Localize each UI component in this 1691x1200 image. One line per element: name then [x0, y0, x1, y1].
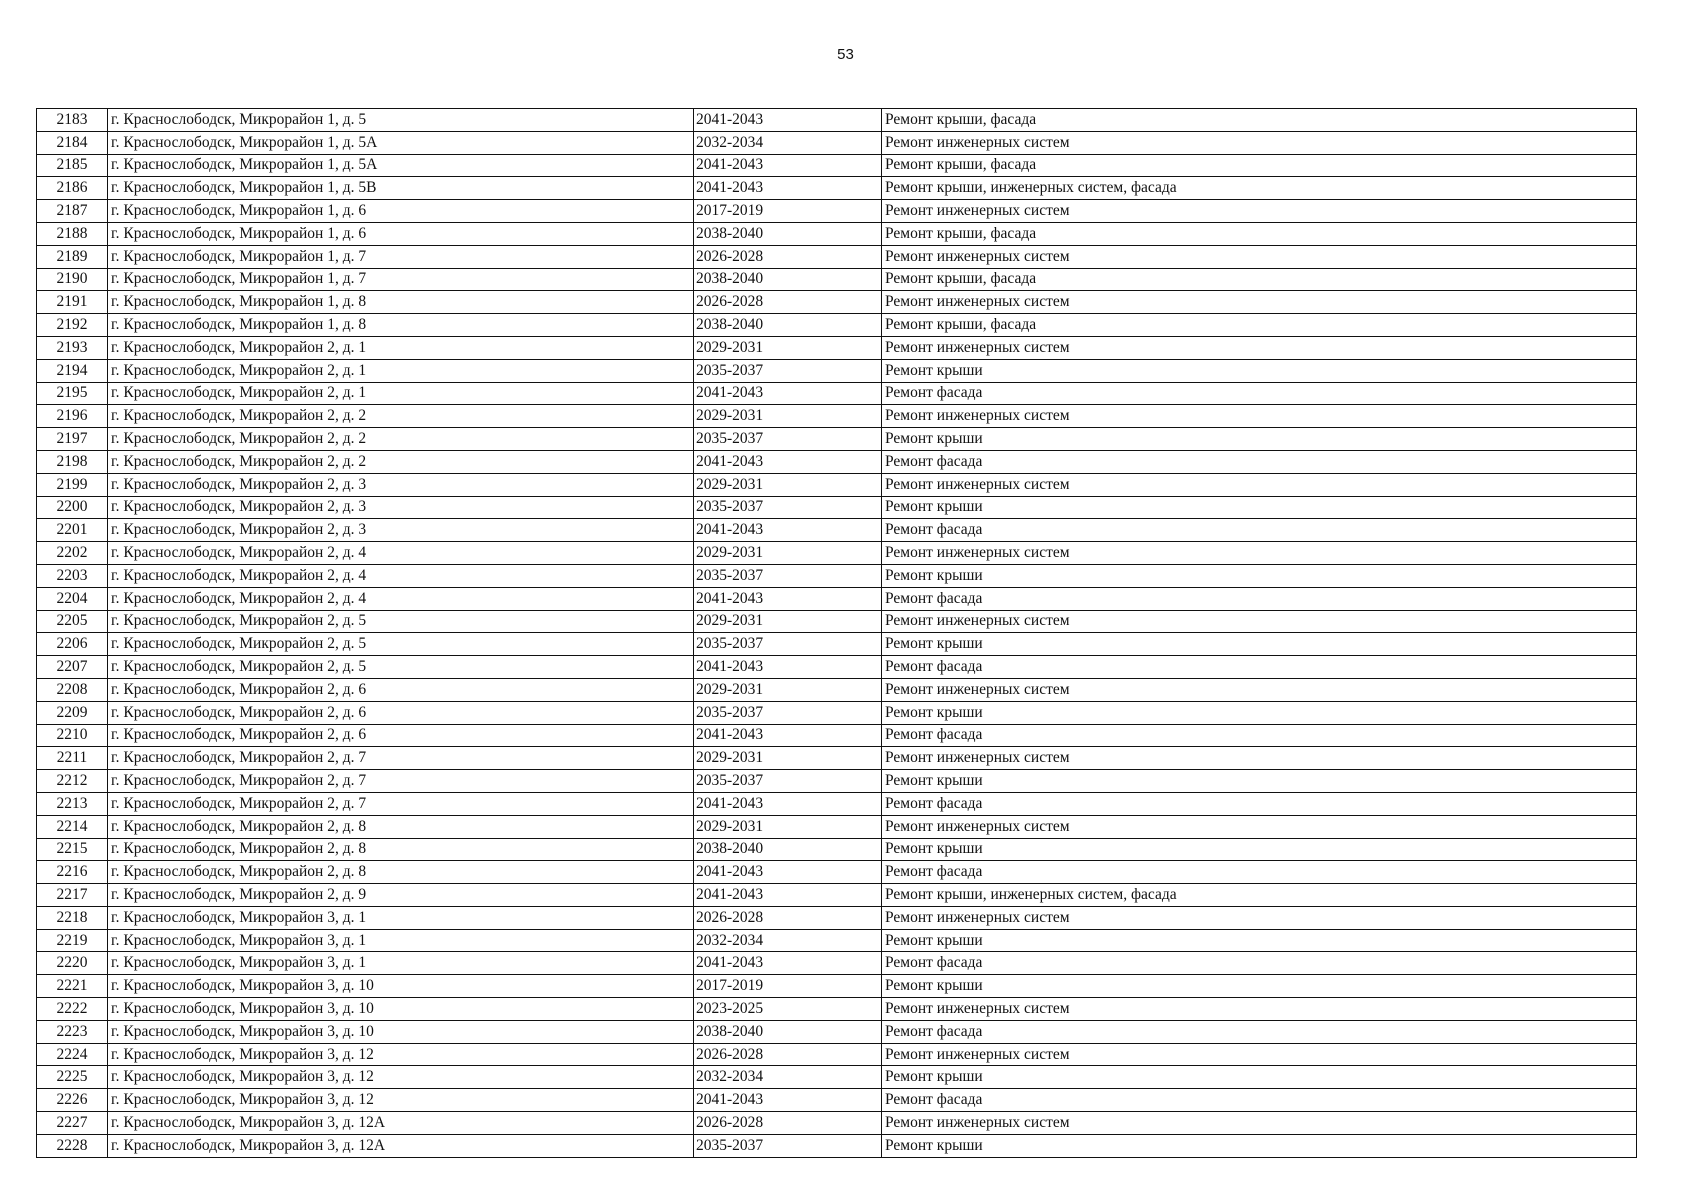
address-cell: г. Краснослободск, Микрорайон 2, д. 5	[108, 656, 694, 679]
table-row	[37, 1020, 1637, 1043]
row-number-cell: 2212	[37, 770, 108, 793]
address-cell: г. Краснослободск, Микрорайон 2, д. 9	[108, 884, 694, 907]
row-number-cell: 2203	[37, 564, 108, 587]
row-number-cell: 2216	[37, 861, 108, 884]
row-number-cell: 2193	[37, 336, 108, 359]
address-cell: г. Краснослободск, Микрорайон 1, д. 7	[108, 245, 694, 268]
address-cell: г. Краснослободск, Микрорайон 2, д. 3	[108, 473, 694, 496]
period-cell: 2041-2043	[694, 109, 882, 132]
table-row	[37, 428, 1637, 451]
work-type-cell: Ремонт крыши	[882, 701, 1637, 724]
row-number-cell: 2199	[37, 473, 108, 496]
address-cell: г. Краснослободск, Микрорайон 1, д. 5В	[108, 177, 694, 200]
address-cell: г. Краснослободск, Микрорайон 1, д. 5А	[108, 131, 694, 154]
work-type-cell: Ремонт крыши, инженерных систем, фасада	[882, 177, 1637, 200]
period-cell: 2038-2040	[694, 314, 882, 337]
period-cell: 2038-2040	[694, 268, 882, 291]
row-number-cell: 2224	[37, 1043, 108, 1066]
row-number-cell: 2204	[37, 587, 108, 610]
row-number-cell: 2211	[37, 747, 108, 770]
work-type-cell: Ремонт крыши	[882, 359, 1637, 382]
work-type-cell: Ремонт фасада	[882, 382, 1637, 405]
work-type-cell: Ремонт фасада	[882, 519, 1637, 542]
row-number-cell: 2217	[37, 884, 108, 907]
row-number-cell: 2210	[37, 724, 108, 747]
table-row	[37, 815, 1637, 838]
period-cell: 2035-2037	[694, 1134, 882, 1157]
table-row	[37, 291, 1637, 314]
work-type-cell: Ремонт фасада	[882, 1020, 1637, 1043]
table-row	[37, 496, 1637, 519]
work-type-cell: Ремонт инженерных систем	[882, 610, 1637, 633]
table-row	[37, 747, 1637, 770]
period-cell: 2032-2034	[694, 131, 882, 154]
address-cell: г. Краснослободск, Микрорайон 2, д. 4	[108, 587, 694, 610]
period-cell: 2035-2037	[694, 701, 882, 724]
row-number-cell: 2201	[37, 519, 108, 542]
period-cell: 2023-2025	[694, 998, 882, 1021]
address-cell: г. Краснослободск, Микрорайон 2, д. 4	[108, 542, 694, 565]
address-cell: г. Краснослободск, Микрорайон 3, д. 10	[108, 975, 694, 998]
work-type-cell: Ремонт фасада	[882, 656, 1637, 679]
address-cell: г. Краснослободск, Микрорайон 3, д. 1	[108, 906, 694, 929]
work-type-cell: Ремонт фасада	[882, 1089, 1637, 1112]
period-cell: 2038-2040	[694, 222, 882, 245]
row-number-cell: 2183	[37, 109, 108, 132]
table-row	[37, 109, 1637, 132]
table-row	[37, 770, 1637, 793]
row-number-cell: 2208	[37, 678, 108, 701]
row-number-cell: 2198	[37, 450, 108, 473]
period-cell: 2038-2040	[694, 838, 882, 861]
table-row	[37, 952, 1637, 975]
row-number-cell: 2196	[37, 405, 108, 428]
work-type-cell: Ремонт инженерных систем	[882, 1112, 1637, 1135]
period-cell: 2041-2043	[694, 952, 882, 975]
table-row	[37, 587, 1637, 610]
row-number-cell: 2189	[37, 245, 108, 268]
repair-schedule-table-wrap	[36, 108, 1637, 1158]
table-row	[37, 610, 1637, 633]
address-cell: г. Краснослободск, Микрорайон 2, д. 1	[108, 382, 694, 405]
address-cell: г. Краснослободск, Микрорайон 3, д. 10	[108, 998, 694, 1021]
address-cell: г. Краснослободск, Микрорайон 2, д. 1	[108, 336, 694, 359]
work-type-cell: Ремонт инженерных систем	[882, 542, 1637, 565]
table-body	[37, 109, 1637, 1158]
period-cell: 2029-2031	[694, 747, 882, 770]
table-row	[37, 131, 1637, 154]
address-cell: г. Краснослободск, Микрорайон 2, д. 7	[108, 770, 694, 793]
work-type-cell: Ремонт крыши	[882, 633, 1637, 656]
address-cell: г. Краснослободск, Микрорайон 2, д. 6	[108, 701, 694, 724]
period-cell: 2041-2043	[694, 382, 882, 405]
work-type-cell: Ремонт инженерных систем	[882, 815, 1637, 838]
period-cell: 2041-2043	[694, 450, 882, 473]
table-row	[37, 405, 1637, 428]
address-cell: г. Краснослободск, Микрорайон 1, д. 8	[108, 314, 694, 337]
table-row	[37, 724, 1637, 747]
address-cell: г. Краснослободск, Микрорайон 2, д. 2	[108, 450, 694, 473]
address-cell: г. Краснослободск, Микрорайон 1, д. 5	[108, 109, 694, 132]
row-number-cell: 2222	[37, 998, 108, 1021]
work-type-cell: Ремонт инженерных систем	[882, 678, 1637, 701]
table-row	[37, 656, 1637, 679]
work-type-cell: Ремонт инженерных систем	[882, 291, 1637, 314]
page-number: 53	[837, 46, 854, 63]
period-cell: 2032-2034	[694, 929, 882, 952]
row-number-cell: 2223	[37, 1020, 108, 1043]
table-row	[37, 998, 1637, 1021]
address-cell: г. Краснослободск, Микрорайон 3, д. 12А	[108, 1112, 694, 1135]
address-cell: г. Краснослободск, Микрорайон 2, д. 6	[108, 678, 694, 701]
address-cell: г. Краснослободск, Микрорайон 3, д. 12	[108, 1066, 694, 1089]
address-cell: г. Краснослободск, Микрорайон 2, д. 4	[108, 564, 694, 587]
address-cell: г. Краснослободск, Микрорайон 3, д. 12	[108, 1089, 694, 1112]
row-number-cell: 2194	[37, 359, 108, 382]
period-cell: 2026-2028	[694, 245, 882, 268]
table-row	[37, 861, 1637, 884]
work-type-cell: Ремонт инженерных систем	[882, 473, 1637, 496]
work-type-cell: Ремонт крыши	[882, 975, 1637, 998]
address-cell: г. Краснослободск, Микрорайон 2, д. 2	[108, 428, 694, 451]
row-number-cell: 2205	[37, 610, 108, 633]
work-type-cell: Ремонт крыши	[882, 496, 1637, 519]
work-type-cell: Ремонт инженерных систем	[882, 336, 1637, 359]
period-cell: 2026-2028	[694, 906, 882, 929]
address-cell: г. Краснослободск, Микрорайон 2, д. 7	[108, 747, 694, 770]
table-row	[37, 1112, 1637, 1135]
work-type-cell: Ремонт инженерных систем	[882, 906, 1637, 929]
period-cell: 2029-2031	[694, 473, 882, 496]
row-number-cell: 2195	[37, 382, 108, 405]
address-cell: г. Краснослободск, Микрорайон 1, д. 8	[108, 291, 694, 314]
work-type-cell: Ремонт крыши	[882, 1066, 1637, 1089]
period-cell: 2041-2043	[694, 884, 882, 907]
address-cell: г. Краснослободск, Микрорайон 2, д. 3	[108, 519, 694, 542]
work-type-cell: Ремонт фасада	[882, 861, 1637, 884]
row-number-cell: 2192	[37, 314, 108, 337]
address-cell: г. Краснослободск, Микрорайон 2, д. 8	[108, 861, 694, 884]
row-number-cell: 2185	[37, 154, 108, 177]
table-row	[37, 633, 1637, 656]
address-cell: г. Краснослободск, Микрорайон 3, д. 10	[108, 1020, 694, 1043]
work-type-cell: Ремонт инженерных систем	[882, 747, 1637, 770]
table-row	[37, 975, 1637, 998]
address-cell: г. Краснослободск, Микрорайон 2, д. 2	[108, 405, 694, 428]
period-cell: 2029-2031	[694, 678, 882, 701]
row-number-cell: 2214	[37, 815, 108, 838]
address-cell: г. Краснослободск, Микрорайон 2, д. 8	[108, 815, 694, 838]
period-cell: 2041-2043	[694, 724, 882, 747]
work-type-cell: Ремонт инженерных систем	[882, 131, 1637, 154]
row-number-cell: 2200	[37, 496, 108, 519]
row-number-cell: 2225	[37, 1066, 108, 1089]
row-number-cell: 2228	[37, 1134, 108, 1157]
table-row	[37, 473, 1637, 496]
row-number-cell: 2188	[37, 222, 108, 245]
table-row	[37, 268, 1637, 291]
period-cell: 2026-2028	[694, 1043, 882, 1066]
address-cell: г. Краснослободск, Микрорайон 3, д. 12А	[108, 1134, 694, 1157]
period-cell: 2035-2037	[694, 496, 882, 519]
repair-schedule-table	[36, 108, 1637, 1158]
row-number-cell: 2202	[37, 542, 108, 565]
table-row	[37, 222, 1637, 245]
table-row	[37, 542, 1637, 565]
table-row	[37, 1134, 1637, 1157]
period-cell: 2035-2037	[694, 359, 882, 382]
work-type-cell: Ремонт инженерных систем	[882, 200, 1637, 223]
work-type-cell: Ремонт крыши	[882, 1134, 1637, 1157]
work-type-cell: Ремонт фасада	[882, 724, 1637, 747]
period-cell: 2035-2037	[694, 770, 882, 793]
period-cell: 2029-2031	[694, 610, 882, 633]
work-type-cell: Ремонт фасада	[882, 952, 1637, 975]
row-number-cell: 2226	[37, 1089, 108, 1112]
work-type-cell: Ремонт фасада	[882, 587, 1637, 610]
period-cell: 2017-2019	[694, 975, 882, 998]
address-cell: г. Краснослободск, Микрорайон 1, д. 6	[108, 200, 694, 223]
work-type-cell: Ремонт крыши, фасада	[882, 109, 1637, 132]
work-type-cell: Ремонт крыши, инженерных систем, фасада	[882, 884, 1637, 907]
table-row	[37, 336, 1637, 359]
table-row	[37, 701, 1637, 724]
row-number-cell: 2197	[37, 428, 108, 451]
row-number-cell: 2190	[37, 268, 108, 291]
period-cell: 2038-2040	[694, 1020, 882, 1043]
work-type-cell: Ремонт крыши	[882, 838, 1637, 861]
work-type-cell: Ремонт инженерных систем	[882, 1043, 1637, 1066]
address-cell: г. Краснослободск, Микрорайон 1, д. 5А	[108, 154, 694, 177]
table-row	[37, 1066, 1637, 1089]
period-cell: 2035-2037	[694, 633, 882, 656]
period-cell: 2032-2034	[694, 1066, 882, 1089]
row-number-cell: 2207	[37, 656, 108, 679]
table-row	[37, 519, 1637, 542]
period-cell: 2026-2028	[694, 291, 882, 314]
table-row	[37, 929, 1637, 952]
row-number-cell: 2227	[37, 1112, 108, 1135]
address-cell: г. Краснослободск, Микрорайон 1, д. 6	[108, 222, 694, 245]
address-cell: г. Краснослободск, Микрорайон 2, д. 6	[108, 724, 694, 747]
work-type-cell: Ремонт крыши	[882, 929, 1637, 952]
table-row	[37, 245, 1637, 268]
work-type-cell: Ремонт инженерных систем	[882, 405, 1637, 428]
table-row	[37, 177, 1637, 200]
period-cell: 2029-2031	[694, 815, 882, 838]
work-type-cell: Ремонт фасада	[882, 792, 1637, 815]
row-number-cell: 2187	[37, 200, 108, 223]
period-cell: 2041-2043	[694, 519, 882, 542]
period-cell: 2035-2037	[694, 564, 882, 587]
table-row	[37, 884, 1637, 907]
address-cell: г. Краснослободск, Микрорайон 1, д. 7	[108, 268, 694, 291]
address-cell: г. Краснослободск, Микрорайон 2, д. 5	[108, 633, 694, 656]
work-type-cell: Ремонт крыши	[882, 564, 1637, 587]
work-type-cell: Ремонт крыши, фасада	[882, 154, 1637, 177]
work-type-cell: Ремонт инженерных систем	[882, 245, 1637, 268]
address-cell: г. Краснослободск, Микрорайон 2, д. 3	[108, 496, 694, 519]
period-cell: 2029-2031	[694, 336, 882, 359]
table-row	[37, 154, 1637, 177]
address-cell: г. Краснослободск, Микрорайон 2, д. 8	[108, 838, 694, 861]
address-cell: г. Краснослободск, Микрорайон 2, д. 5	[108, 610, 694, 633]
table-row	[37, 200, 1637, 223]
period-cell: 2026-2028	[694, 1112, 882, 1135]
period-cell: 2041-2043	[694, 587, 882, 610]
period-cell: 2029-2031	[694, 542, 882, 565]
work-type-cell: Ремонт фасада	[882, 450, 1637, 473]
table-row	[37, 564, 1637, 587]
table-row	[37, 1043, 1637, 1066]
address-cell: г. Краснослободск, Микрорайон 3, д. 1	[108, 952, 694, 975]
work-type-cell: Ремонт крыши, фасада	[882, 222, 1637, 245]
table-row	[37, 359, 1637, 382]
work-type-cell: Ремонт крыши, фасада	[882, 314, 1637, 337]
row-number-cell: 2184	[37, 131, 108, 154]
period-cell: 2041-2043	[694, 1089, 882, 1112]
table-row	[37, 838, 1637, 861]
work-type-cell: Ремонт крыши, фасада	[882, 268, 1637, 291]
period-cell: 2041-2043	[694, 154, 882, 177]
period-cell: 2029-2031	[694, 405, 882, 428]
row-number-cell: 2209	[37, 701, 108, 724]
table-row	[37, 792, 1637, 815]
period-cell: 2041-2043	[694, 792, 882, 815]
work-type-cell: Ремонт крыши	[882, 428, 1637, 451]
period-cell: 2017-2019	[694, 200, 882, 223]
address-cell: г. Краснослободск, Микрорайон 2, д. 1	[108, 359, 694, 382]
row-number-cell: 2221	[37, 975, 108, 998]
table-row	[37, 314, 1637, 337]
address-cell: г. Краснослободск, Микрорайон 2, д. 7	[108, 792, 694, 815]
period-cell: 2041-2043	[694, 177, 882, 200]
table-row	[37, 382, 1637, 405]
table-row	[37, 906, 1637, 929]
row-number-cell: 2213	[37, 792, 108, 815]
row-number-cell: 2186	[37, 177, 108, 200]
work-type-cell: Ремонт крыши	[882, 770, 1637, 793]
period-cell: 2041-2043	[694, 656, 882, 679]
address-cell: г. Краснослободск, Микрорайон 3, д. 1	[108, 929, 694, 952]
period-cell: 2035-2037	[694, 428, 882, 451]
work-type-cell: Ремонт инженерных систем	[882, 998, 1637, 1021]
table-row	[37, 450, 1637, 473]
row-number-cell: 2206	[37, 633, 108, 656]
row-number-cell: 2219	[37, 929, 108, 952]
row-number-cell: 2191	[37, 291, 108, 314]
row-number-cell: 2220	[37, 952, 108, 975]
table-row	[37, 1089, 1637, 1112]
row-number-cell: 2215	[37, 838, 108, 861]
table-row	[37, 678, 1637, 701]
address-cell: г. Краснослободск, Микрорайон 3, д. 12	[108, 1043, 694, 1066]
period-cell: 2041-2043	[694, 861, 882, 884]
row-number-cell: 2218	[37, 906, 108, 929]
